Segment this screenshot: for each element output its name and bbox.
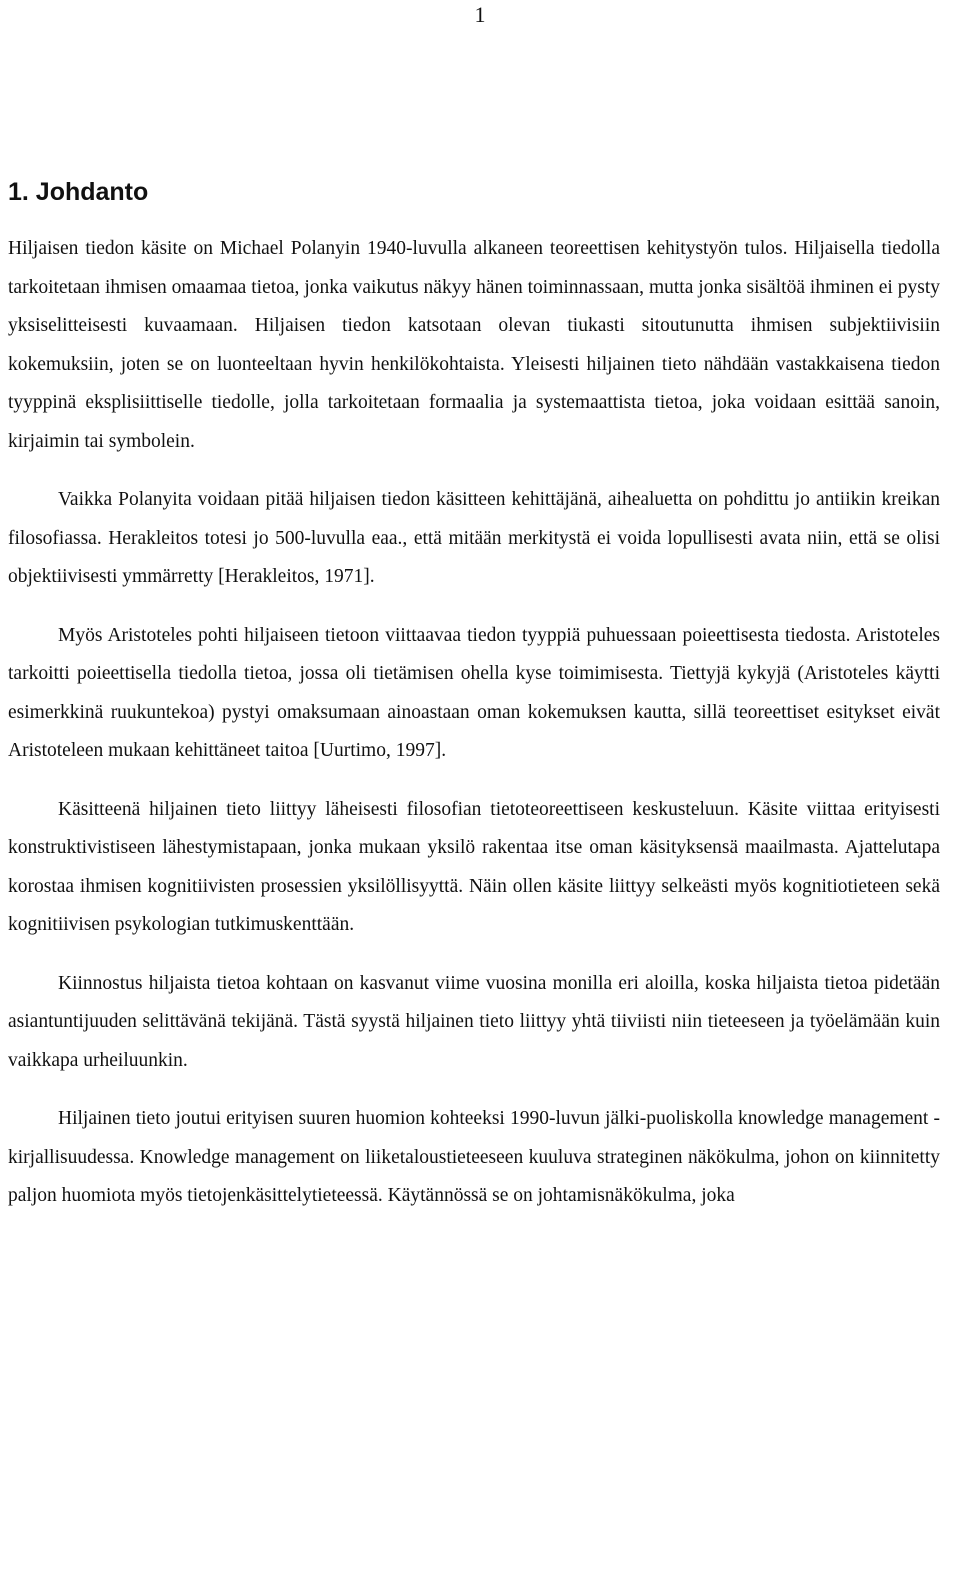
body-text	[8, 230, 940, 1216]
paragraph-5: Kiinnostus hiljaista tietoa kohtaan on kasvanut viime vuosina monilla eri aloilla, koska hiljaista tietoa pidetään asiantuntijuuden selittävänä tekijänä. Tästä syystä hiljainen tieto liittyy yhtä tiiviisti niin tieteeseen ja työelämään kuin vaikkapa urheiluunkin.	[8, 972, 940, 1071]
paragraph-2: Vaikka Polanyita voidaan pitää hiljaisen tiedon käsitteen kehittäjänä, aihealuetta on pohdittu jo antiikin kreikan filosofiassa. Herakleitos totesi jo 500-luvulla eaa., että mitään merkitystä ei voida lopullisesti avata niin, että se olisi objektiivisesti ymmärretty [Herakleitos, 1971].	[8, 489, 940, 587]
page-number: 1	[474, 2, 486, 27]
paragraph-1: Hiljaisen tiedon käsite on Michael Polanyin 1940-luvulla alkaneen teoreettisen kehitystyön tulos. Hiljaisella tiedolla tarkoitetaan ihmisen omaamaa tietoa, jonka vaikutus näkyy hänen toiminnassaan, mutta jonka sisältöä ihminen ei pysty yksiselitteisesti kuvaamaan. Hiljaisen tiedon katsotaan olevan tiukasti sitoutunutta ihmisen subjektiivisiin kokemuksiin, joten se on luonteeltaan hyvin henkilökohtaista. Yleisesti hiljainen tieto nähdään vastakkaisena tiedon tyyppinä eksplisiittiselle tiedolle, jolla tarkoitetaan formaalia ja systemaattista tietoa, joka voidaan esittää sanoin, kirjaimin tai symbolein.	[8, 238, 940, 452]
paragraph-6: Hiljainen tieto joutui erityisen suuren huomion kohteeksi 1990-luvun jälki-puoliskolla knowledge management -kirjallisuudessa. Knowledge management on liiketaloustieteeseen kuuluva strateginen näkökulma, johon on kiinnitetty paljon huomiota myös tietojenkäsittelytieteessä. Käytännössä se on johtamisnäkökulma, joka	[8, 1108, 940, 1206]
paragraph-4: Käsitteenä hiljainen tieto liittyy läheisesti filosofian tietoteoreettiseen keskusteluun. Käsite viittaa erityisesti konstruktivistiseen lähestymistapaan, jonka mukaan yksilö rakentaa itse oman käsityksensä maailmasta. Ajattelutapa korostaa ihmisen kognitiivisten prosessien yksilöllisyyttä. Näin ollen käsite liittyy selkeästi myös kognitiotieteen sekä kognitiivisen psykologian tutkimuskenttään.	[8, 798, 940, 935]
paragraph-3: Myös Aristoteles pohti hiljaiseen tietoon viittaavaa tiedon tyyppiä puhuessaan poieettisesta tiedosta. Aristoteles tarkoitti poieettisella tiedolla tietoa, jossa oli tietämisen ohella kyse toimimisesta. Tiettyjä kykyjä (Aristoteles käytti esimerkkinä ruukuntekoa) pystyi omaksumaan ainoastaan oman kokemuksen kautta, sillä teoreettiset esitykset eivät Aristoteleen mukaan kehittäneet taitoa [Uurtimo, 1997].	[8, 624, 940, 761]
chapter-heading: 1. Johdanto	[8, 178, 149, 206]
